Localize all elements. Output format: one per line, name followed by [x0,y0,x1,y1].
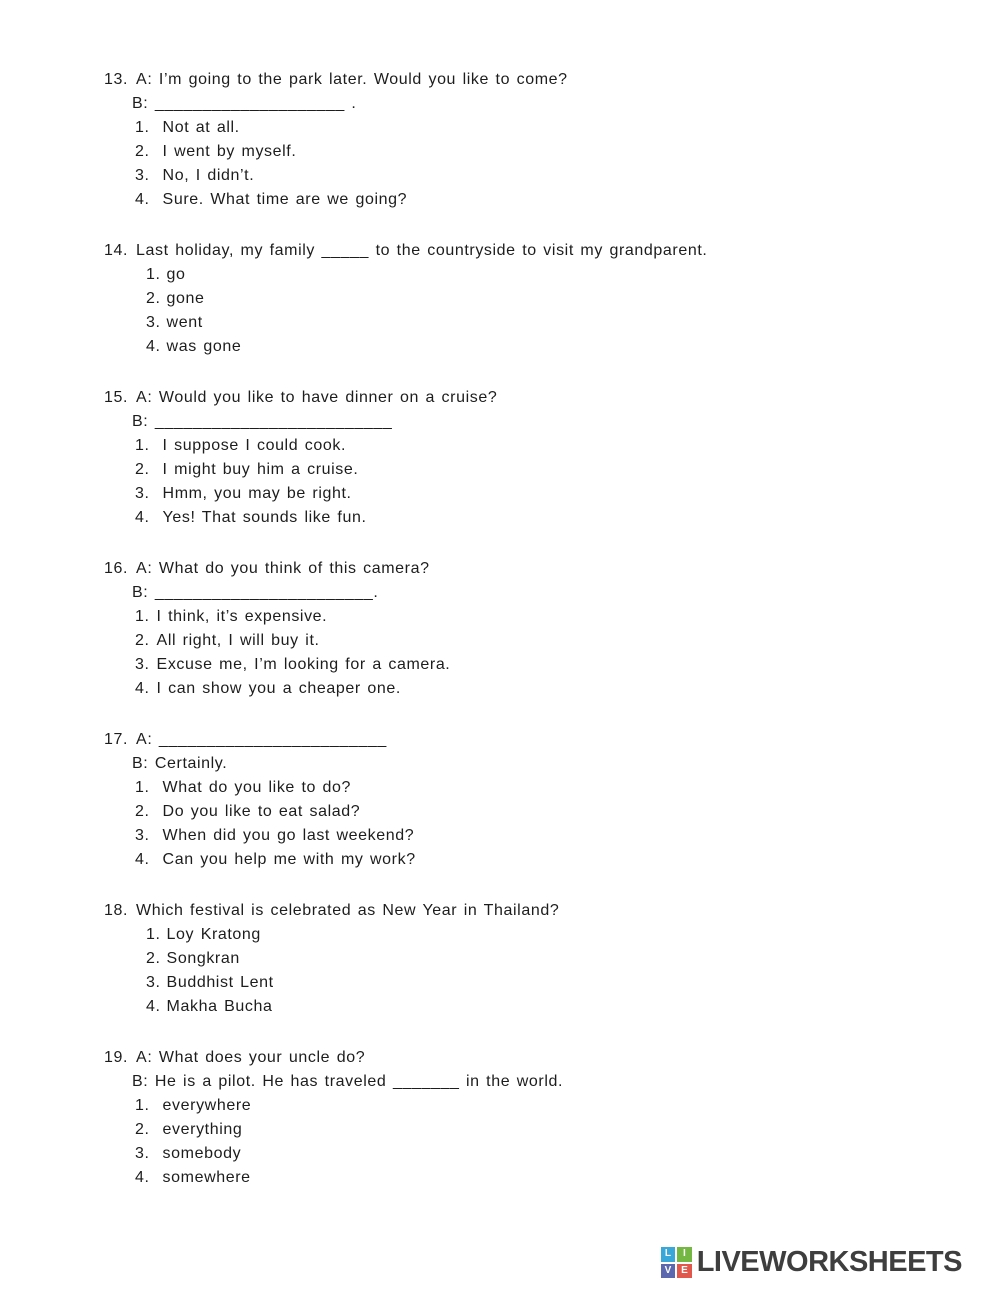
option-text: I went by myself. [162,143,297,160]
question-block [104,1046,950,1190]
option-text: Sure. What time are we going? [162,191,408,208]
option-text: What do you like to do? [162,779,352,796]
option-number: 2. [146,290,161,307]
question-text: Which festival is celebrated as New Year in Thailand? [136,902,560,919]
answer-option[interactable] [104,188,950,212]
option-number: 2. [135,632,150,649]
answer-option[interactable] [104,311,950,335]
question-text: A: What do you think of this camera? [136,560,430,577]
answer-option[interactable] [104,629,950,653]
answer-option[interactable] [104,1094,950,1118]
question-stem [104,557,950,581]
option-number: 1. [146,266,161,283]
option-text: Not at all. [162,119,240,136]
option-text: Excuse me, I’m looking for a camera. [156,656,451,673]
option-text: All right, I will buy it. [156,632,320,649]
option-text: I suppose I could cook. [162,437,347,454]
answer-option[interactable] [104,653,950,677]
option-number: 1. [135,1097,150,1114]
option-text: Makha Bucha [166,998,273,1015]
option-text: gone [166,290,205,307]
option-text: I can show you a cheaper one. [156,680,401,697]
option-text: Hmm, you may be right. [162,485,352,502]
liveworksheets-grid-icon [661,1247,692,1278]
question-text: A: Would you like to have dinner on a cruise? [136,389,498,406]
logo-letter-cell: V [661,1264,676,1279]
option-text: Do you like to eat salad? [162,803,361,820]
answer-option[interactable] [104,677,950,701]
question-text: A: I’m going to the park later. Would you like to come? [136,71,568,88]
option-number: 3. [146,314,161,331]
option-number: 4. [146,338,161,355]
question-block [104,239,950,359]
question-block [104,386,950,530]
question-number: 15. [104,389,129,406]
option-number: 3. [135,656,150,673]
option-number: 1. [135,608,150,625]
option-text: Songkran [166,950,240,967]
question-text: A: ________________________ [136,731,387,748]
option-number: 1. [146,926,161,943]
question-number: 14. [104,242,129,259]
question-text: A: What does your uncle do? [136,1049,366,1066]
option-number: 3. [135,167,150,184]
question-block [104,68,950,212]
option-text: Loy Kratong [166,926,261,943]
question-block [104,728,950,872]
question-text: Last holiday, my family _____ to the countryside to visit my grandparent. [136,242,708,259]
option-text: Yes! That sounds like fun. [162,509,367,526]
logo-letter-cell: L [661,1247,676,1262]
question-stem [104,1046,950,1070]
option-number: 4. [135,680,150,697]
question-number: 16. [104,560,129,577]
answer-option[interactable] [104,923,950,947]
liveworksheets-logo[interactable] [661,1246,962,1279]
answer-option[interactable] [104,140,950,164]
option-text: everything [162,1121,243,1138]
answer-option[interactable] [104,458,950,482]
option-number: 3. [135,485,150,502]
option-number: 3. [146,974,161,991]
question-subline: B: _________________________ [132,413,393,430]
option-text: No, I didn’t. [162,167,255,184]
liveworksheets-brand-text: LIVEWORKSHEETS [696,1246,962,1278]
question-block [104,557,950,701]
answer-option[interactable] [104,263,950,287]
question-stem [104,239,950,263]
answer-option[interactable] [104,800,950,824]
answer-option[interactable] [104,434,950,458]
option-text: I might buy him a cruise. [162,461,359,478]
option-text: everywhere [162,1097,252,1114]
question-stem [104,68,950,92]
question-stem [104,899,950,923]
option-number: 1. [135,779,150,796]
option-text: somebody [162,1145,242,1162]
answer-option[interactable] [104,947,950,971]
logo-letter-cell: E [677,1264,692,1279]
option-number: 4. [135,509,150,526]
option-text: went [166,314,203,331]
option-text: Can you help me with my work? [162,851,416,868]
option-text: go [166,266,186,283]
answer-option[interactable] [104,482,950,506]
option-number: 3. [135,1145,150,1162]
option-text: was gone [166,338,242,355]
answer-option[interactable] [104,1142,950,1166]
answer-option[interactable] [104,164,950,188]
answer-option[interactable] [104,506,950,530]
option-number: 3. [135,827,150,844]
question-subline: B: He is a pilot. He has traveled _______ in the world. [132,1073,564,1090]
option-number: 2. [135,461,150,478]
question-subline: B: _______________________. [132,584,379,601]
option-number: 4. [135,191,150,208]
question-number: 17. [104,731,129,748]
option-number: 4. [135,851,150,868]
question-number: 13. [104,71,129,88]
option-number: 4. [135,1169,150,1186]
answer-option[interactable] [104,776,950,800]
answer-option[interactable] [104,605,950,629]
question-subline: B: ____________________ . [132,95,357,112]
question-number: 18. [104,902,129,919]
answer-option[interactable] [104,287,950,311]
option-text: Buddhist Lent [166,974,274,991]
question-stem [104,728,950,752]
logo-letter-cell: I [677,1247,692,1262]
answer-option[interactable] [104,824,950,848]
option-text: somewhere [162,1169,251,1186]
option-number: 2. [135,803,150,820]
option-number: 2. [146,950,161,967]
question-stem [104,386,950,410]
question-subline: B: Certainly. [132,755,228,772]
question-number: 19. [104,1049,129,1066]
option-number: 1. [135,437,150,454]
option-text: I think, it’s expensive. [156,608,328,625]
option-number: 2. [135,143,150,160]
option-number: 1. [135,119,150,136]
answer-option[interactable] [104,1118,950,1142]
answer-option[interactable] [104,971,950,995]
question-block [104,899,950,1019]
answer-option[interactable] [104,995,950,1019]
option-text: When did you go last weekend? [162,827,415,844]
answer-option[interactable] [104,116,950,140]
answer-option[interactable] [104,1166,950,1190]
answer-option[interactable] [104,848,950,872]
answer-option[interactable] [104,335,950,359]
option-number: 2. [135,1121,150,1138]
option-number: 4. [146,998,161,1015]
